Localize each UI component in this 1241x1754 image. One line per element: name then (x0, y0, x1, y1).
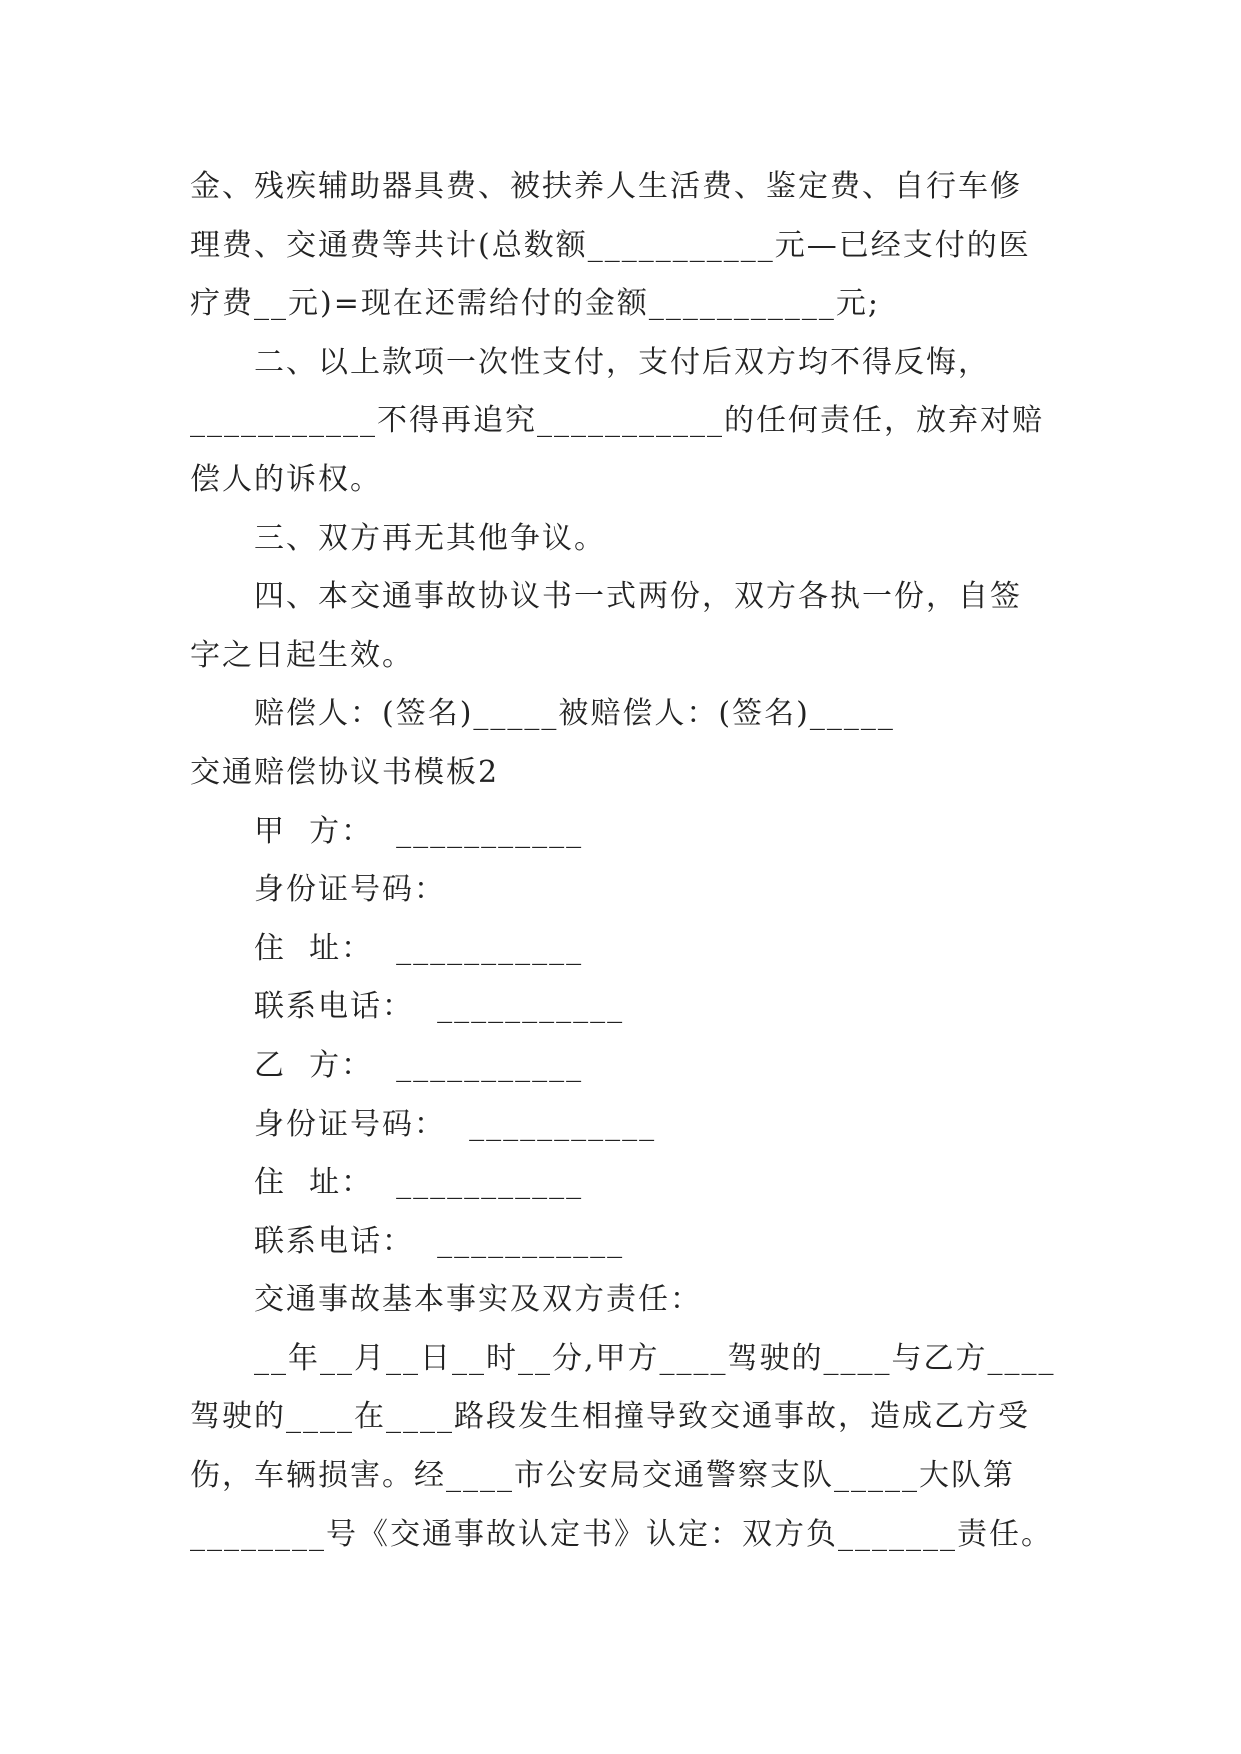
party-b-phone-field: 联系电话： ___________ (254, 1223, 625, 1259)
facts-line: ________号《交通事故认定书》认定：双方负_______责任。 (190, 1516, 1053, 1552)
signature-line: 赔偿人：(签名)_____被赔偿人：(签名)_____ (254, 696, 895, 732)
facts-line: 伤，车辆损害。经____市公安局交通警察支队_____大队第 (190, 1458, 1015, 1494)
document-body (190, 158, 1056, 1564)
party-b-field: 乙 方： ___________ (254, 1047, 584, 1083)
paragraph-line: 字之日起生效。 (190, 637, 414, 673)
paragraph-line: 疗费__元)=现在还需给付的金额___________元; (190, 286, 880, 322)
party-b-id-field: 身份证号码： ___________ (254, 1106, 657, 1142)
facts-line: __年__月__日__时__分,甲方____驾驶的____与乙方____ (254, 1340, 1056, 1376)
facts-line: 驾驶的____在____路段发生相撞导致交通事故，造成乙方受 (190, 1399, 1030, 1435)
paragraph-line: 理费、交通费等共计(总数额___________元—已经支付的医 (190, 227, 1031, 263)
party-a-id-field: 身份证号码： (254, 872, 446, 908)
paragraph-line: 金、残疾辅助器具费、被扶养人生活费、鉴定费、自行车修 (190, 169, 1022, 204)
party-b-address-field: 住 址： ___________ (254, 1165, 584, 1201)
party-a-address-field: 住 址： ___________ (254, 930, 584, 966)
party-a-phone-field: 联系电话： ___________ (254, 989, 625, 1025)
clause-two: 二、以上款项一次性支付，支付后双方均不得反悔， (254, 344, 990, 380)
paragraph-line: 偿人的诉权。 (190, 461, 382, 497)
facts-heading: 交通事故基本事实及双方责任： (254, 1282, 702, 1318)
party-a-field: 甲 方： ___________ (254, 813, 584, 849)
clause-four: 四、本交通事故协议书一式两份，双方各执一份，自签 (254, 579, 1022, 615)
paragraph-line: ___________不得再追究___________的任何责任，放弃对赔 (190, 403, 1044, 439)
section-title: 交通赔偿协议书模板2 (190, 754, 500, 790)
clause-three: 三、双方再无其他争议。 (254, 520, 606, 556)
